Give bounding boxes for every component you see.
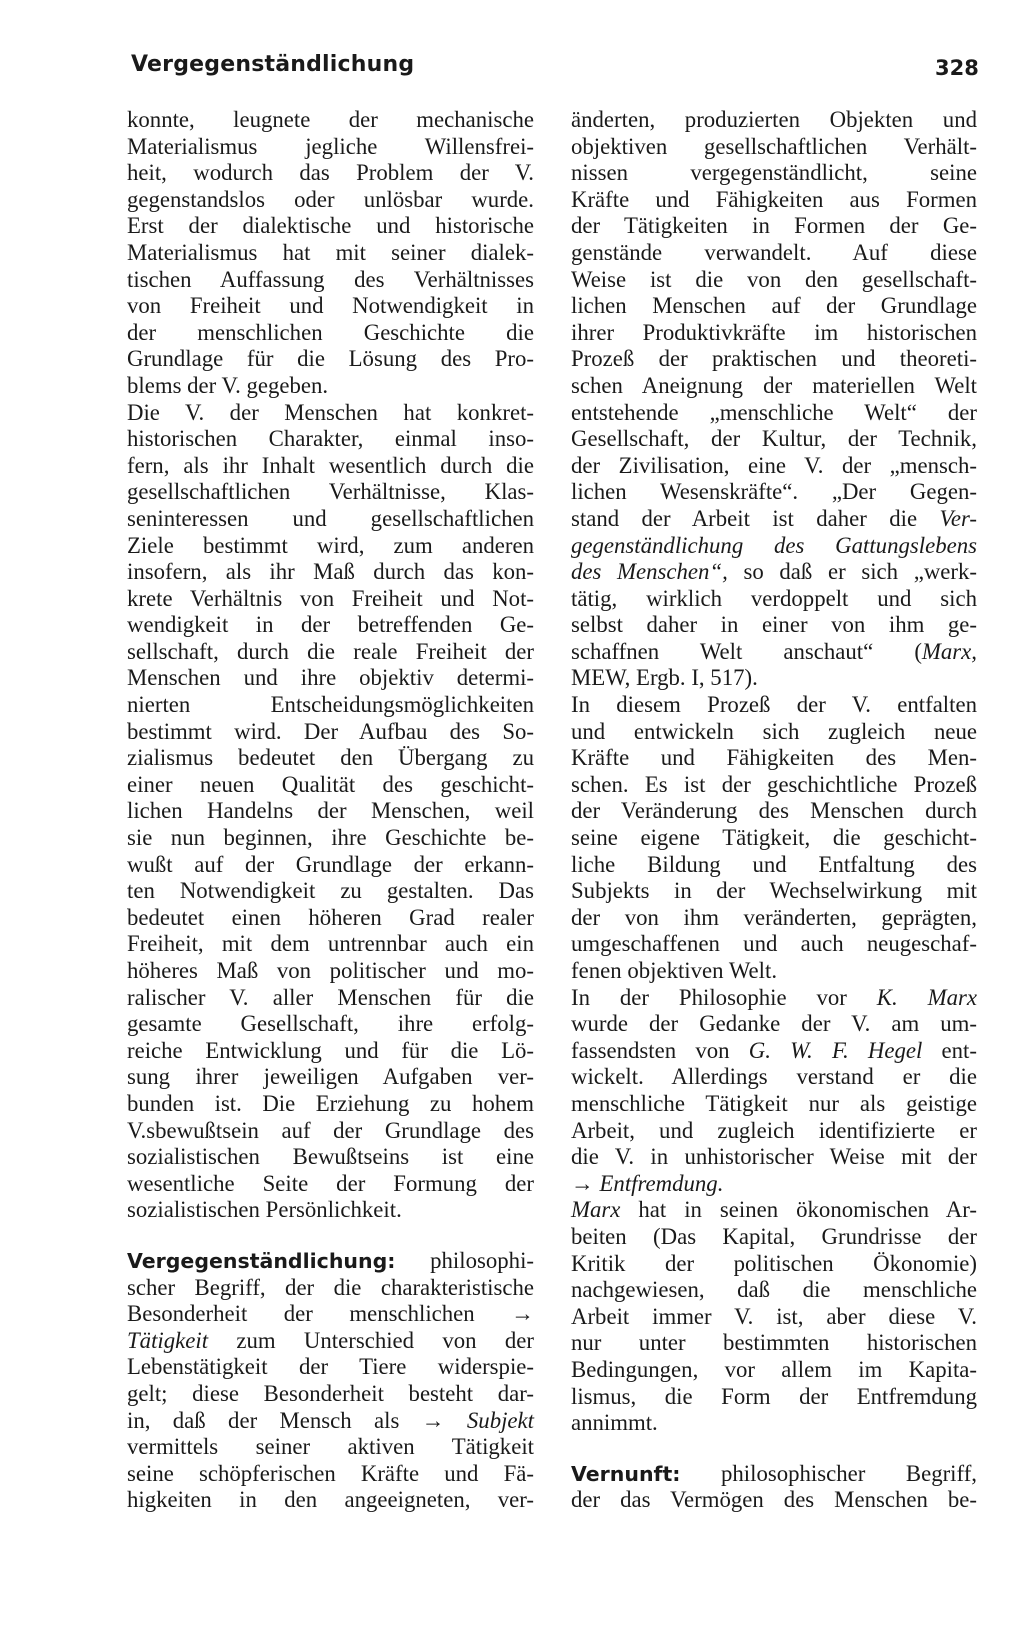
citation-source: MEW, Ergb. I, 517).: [571, 665, 758, 691]
text-line: vermittels seiner aktiven Tätigkeit: [127, 1434, 534, 1460]
paragraph-text: ent-: [922, 1037, 977, 1063]
quote-italic: des Menschen“,: [571, 559, 728, 585]
text-line: der Veränderung des Menschen durch: [571, 798, 977, 824]
text-line: gelt; diese Besonderheit besteht dar-: [127, 1380, 534, 1406]
entry-headword: Vernunft: [571, 1461, 673, 1486]
text-line: wickelt. Allerdings verstand er die: [571, 1064, 977, 1090]
text-line: tätig, wirklich verdoppelt und sich: [571, 585, 977, 611]
page-number: 328: [935, 56, 979, 80]
text-line: Freiheit, mit dem untrennbar auch ein: [127, 931, 534, 957]
text-line: der Tätigkeiten in Formen der Ge-: [571, 213, 977, 239]
text-line: reiche Entwicklung und für die Lö-: [127, 1037, 534, 1063]
text-line: Materialismus hat mit seiner dialek-: [127, 239, 534, 265]
text-line: schen. Es ist der geschichtliche Prozeß: [571, 771, 977, 797]
text-line: änderten, produzierten Objekten und: [571, 107, 977, 132]
cross-reference-arrow-icon: →: [421, 1407, 445, 1433]
cross-reference-link-entfremdung[interactable]: Entfremdung.: [593, 1170, 724, 1196]
text-line: seine schöpferischen Kräfte und Fä-: [127, 1460, 534, 1486]
entry-text: zum Unterschied von der: [208, 1327, 534, 1353]
text-line: Menschen und ihre objektiv determi-: [127, 665, 534, 691]
paragraph-text: fassendsten von: [571, 1037, 749, 1063]
text-line: konnte, leugnete der mechanische: [127, 107, 534, 132]
text-line: gegenstandslos oder unlösbar wurde.: [127, 186, 534, 212]
text-line: einer neuen Qualität des geschicht-: [127, 771, 534, 797]
text-line: selbst daher in einer von ihm ge-: [571, 612, 977, 638]
text-line: der menschlichen Geschichte die: [127, 319, 534, 345]
text-line: [127, 1408, 534, 1435]
quote-italic: Ver-: [939, 505, 977, 531]
text-line: entstehende „menschliche Welt“ der: [571, 399, 977, 425]
text-line: Ziele bestimmt wird, zum anderen: [127, 532, 534, 558]
text-line: Grundlage für die Lösung des Pro-: [127, 346, 534, 372]
text-line: Prozeß der praktischen und theoreti-: [571, 346, 977, 372]
text-line: sozialistischen Bewußtseins ist eine: [127, 1144, 534, 1170]
entry-spacer: [571, 1437, 977, 1461]
text-line: tischen Auffassung des Verhältnisses: [127, 266, 534, 292]
text-line: nierten Entscheidungsmöglichkeiten: [127, 692, 534, 718]
headword-colon: :: [387, 1248, 396, 1273]
text-line: Materialismus jegliche Willensfrei-: [127, 133, 534, 159]
text-line: heit, wodurch das Problem der V.: [127, 160, 534, 186]
quote-italic: gegenständlichung des Gattungslebens: [571, 532, 977, 558]
text-line: gesamte Gesellschaft, ihre erfolg-: [127, 1011, 534, 1037]
text-line: Subjekts in der Wechselwirkung mit: [571, 878, 977, 904]
text-line: Die V. der Menschen hat konkret-: [127, 399, 534, 425]
text-line: annimmt.: [571, 1410, 658, 1436]
text-line: [571, 1171, 977, 1198]
entry-headword: Vergegenständlichung: [127, 1248, 388, 1273]
entry-first-line: [571, 1461, 977, 1488]
text-line: blems der V. gegeben.: [127, 372, 329, 398]
cross-reference-arrow-icon: →: [571, 1170, 594, 1196]
text-line: Gesellschaft, der Kultur, der Technik,: [571, 426, 977, 452]
running-head: Vergegenständlichung: [131, 52, 415, 77]
text-line: schen Aneignung der materiellen Welt: [571, 372, 977, 398]
entry-text: in, daß der Mensch als: [127, 1407, 422, 1433]
text-line: bunden ist. Die Erziehung zu hohem: [127, 1090, 534, 1116]
text-line: nissen vergegenständlicht, seine: [571, 160, 977, 186]
text-line: [127, 1301, 534, 1328]
text-line: [127, 1328, 534, 1355]
text-line: nur unter bestimmten historischen: [571, 1330, 977, 1356]
person-name-hegel: G. W. F. Hegel: [748, 1037, 923, 1063]
text-line: fenen objektiven Welt.: [571, 958, 778, 983]
paragraph-text: In der Philosophie vor: [571, 984, 877, 1010]
text-line: ralischer V. aller Menschen für die: [127, 984, 534, 1010]
text-line: [571, 1197, 977, 1224]
text-line: insofern, als ihr Maß durch das kon-: [127, 559, 534, 585]
cross-reference-arrow-icon: →: [511, 1301, 534, 1327]
entry-text: philosophischer Begriff,: [680, 1460, 977, 1486]
text-line: sozialistischen Persönlichkeit.: [127, 1197, 402, 1223]
text-line: lichen Wesenskräfte“. „Der Gegen-: [571, 479, 977, 505]
entry-spacer: [127, 1224, 534, 1248]
quote-text: stand der Arbeit ist daher die: [571, 505, 940, 531]
cross-reference-link-taetigkeit[interactable]: Tätigkeit: [127, 1327, 209, 1353]
text-line: zialismus bedeutet den Übergang zu: [127, 745, 534, 771]
text-line: von Freiheit und Notwendigkeit in: [127, 293, 534, 319]
text-line: die V. in unhistorischer Weise mit der: [571, 1144, 977, 1170]
text-line: sung ihrer jeweiligen Aufgaben ver-: [127, 1064, 534, 1090]
text-line: sie nun beginnen, ihre Geschichte be-: [127, 825, 534, 851]
text-line: Arbeit immer V. ist, aber diese V.: [571, 1303, 977, 1329]
text-line: lismus, die Form der Entfremdung: [571, 1383, 977, 1409]
text-line: Erst der dialektische und historische: [127, 213, 534, 239]
text-line: sellschaft, durch die reale Freiheit der: [127, 638, 534, 664]
text-line: seine eigene Tätigkeit, die geschicht-: [571, 825, 977, 851]
text-line: wendigkeit in der betreffenden Ge-: [127, 612, 534, 638]
text-line: [571, 559, 977, 586]
text-line: higkeiten in den angeeigneten, ver-: [127, 1487, 534, 1513]
text-line: der Zivilisation, eine V. der „mensch-: [571, 452, 977, 478]
text-line: bestimmt wird. Der Aufbau des So-: [127, 718, 534, 744]
headword-colon: :: [672, 1461, 681, 1486]
text-line: bedeutet einen höheren Grad realer: [127, 904, 534, 930]
text-line: In diesem Prozeß der V. entfalten: [571, 692, 977, 718]
entry-vernunft: [571, 1461, 977, 1514]
entry-vergegenstaendlichung: [127, 1248, 534, 1514]
text-line: ten Notwendigkeit zu gestalten. Das: [127, 878, 534, 904]
text-line: [571, 506, 977, 533]
text-line: beiten (Das Kapital, Grundrisse der: [571, 1223, 977, 1249]
text-line: Kräfte und Fähigkeiten aus Formen: [571, 186, 977, 212]
text-line: [571, 985, 977, 1012]
quote-text: schaffnen Welt anschaut“ (: [571, 638, 922, 664]
text-line: nachgewiesen, daß die menschliche: [571, 1277, 977, 1303]
text-line: fern, als ihr Inhalt wesentlich durch die: [127, 452, 534, 478]
citation-author: Marx,: [921, 638, 977, 664]
text-line: lichen Menschen auf der Grundlage: [571, 293, 977, 319]
text-line: Kritik der politischen Ökonomie): [571, 1250, 977, 1276]
text-line: Lebenstätigkeit der Tiere widerspie-: [127, 1354, 534, 1380]
text-line: lichen Handelns der Menschen, weil: [127, 798, 534, 824]
text-line: liche Bildung und Entfaltung des: [571, 851, 977, 877]
text-line: V.sbewußtsein auf der Grundlage des: [127, 1117, 534, 1143]
person-name-marx: Marx: [571, 1197, 621, 1223]
text-line: der das Vermögen des Menschen be-: [571, 1487, 977, 1513]
text-line: genstände verwandelt. Auf diese: [571, 239, 977, 265]
text-line: wurde der Gedanke der V. am um-: [571, 1011, 977, 1037]
text-line: seninteressen und gesellschaftlichen: [127, 505, 534, 531]
text-line: [571, 639, 977, 666]
text-line: wesentliche Seite der Formung der: [127, 1170, 534, 1196]
person-name-marx: K. Marx: [876, 984, 977, 1010]
text-line: krete Verhältnis von Freiheit und Not-: [127, 585, 534, 611]
entry-text: philosophi-: [395, 1247, 534, 1273]
text-line: der von ihm veränderten, geprägten,: [571, 904, 977, 930]
text-line: Weise ist die von den gesellschaft-: [571, 266, 977, 292]
text-line: umgeschaffenen und auch neugeschaf-: [571, 931, 977, 957]
text-line: Arbeit, und zugleich identifizierte er: [571, 1117, 977, 1143]
quote-text: so daß er sich „werk-: [727, 559, 977, 585]
text-line: wußt auf der Grundlage der erkann-: [127, 851, 534, 877]
text-line: scher Begriff, der die charakteristische: [127, 1274, 534, 1300]
text-line: [571, 1038, 977, 1065]
text-line: objektiven gesellschaftlichen Verhält-: [571, 133, 977, 159]
text-line: Bedingungen, vor allem im Kapita-: [571, 1356, 977, 1382]
text-line: historischen Charakter, einmal inso-: [127, 426, 534, 452]
text-line: gesellschaftlichen Verhältnisse, Klas-: [127, 479, 534, 505]
cross-reference-link-subjekt[interactable]: Subjekt: [466, 1407, 534, 1433]
text-line: Kräfte und Fähigkeiten des Men-: [571, 745, 977, 771]
entry-text: Besonderheit der menschlichen: [127, 1301, 475, 1327]
text-line: [571, 533, 977, 560]
entry-first-line: [127, 1248, 534, 1275]
text-line: menschliche Tätigkeit nur als geistige: [571, 1090, 977, 1116]
left-column: [127, 107, 534, 1514]
right-column: [571, 107, 977, 1514]
text-line: ihrer Produktivkräfte im historischen: [571, 319, 977, 345]
text-line: und entwickeln sich zugleich neue: [571, 718, 977, 744]
text-line: höheres Maß von politischer und mo-: [127, 958, 534, 983]
paragraph-text: hat in seinen ökonomischen Ar-: [620, 1197, 977, 1223]
